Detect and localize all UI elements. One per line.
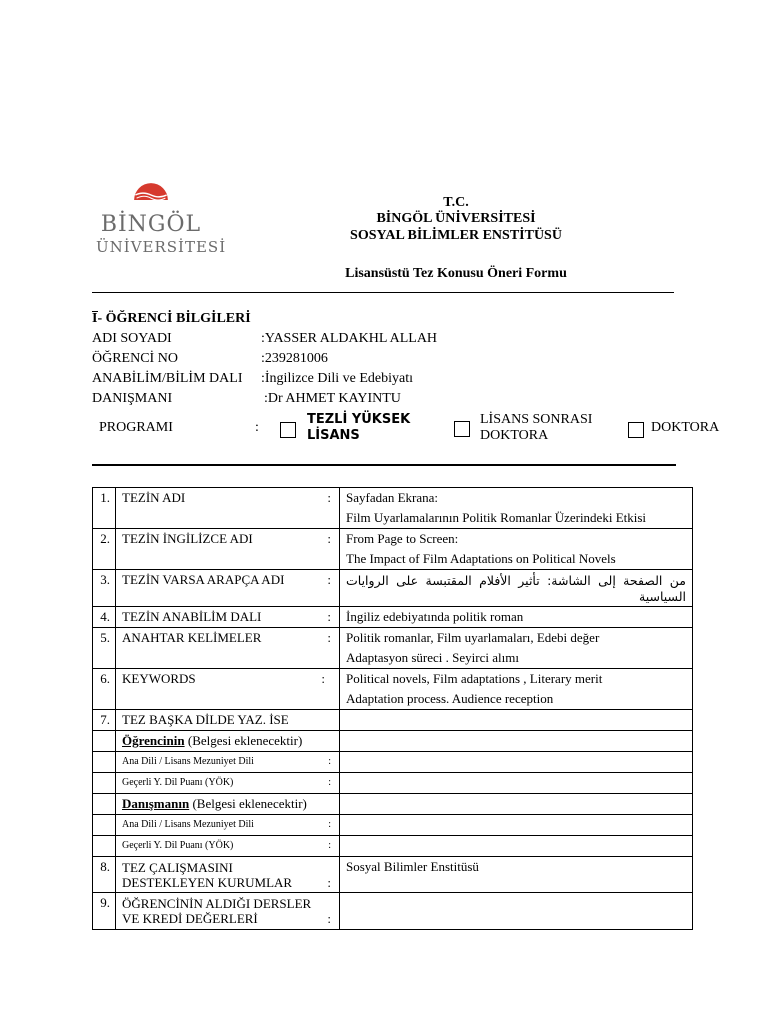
label-text: ANAHTAR KELİMELER bbox=[122, 630, 262, 645]
row-number: 7. bbox=[93, 710, 116, 731]
advisor-language-bold: Danışmanın bbox=[122, 796, 190, 811]
logo-text-line1: BİNGÖL bbox=[100, 212, 202, 237]
name-label: ADI SOYADI bbox=[92, 331, 172, 346]
label-text: Geçerli Y. Dil Puanı (YÖK) bbox=[122, 777, 234, 788]
advisor-native-language-value[interactable] bbox=[340, 815, 693, 836]
advisor-language-value[interactable] bbox=[340, 794, 693, 815]
advisor-label: DANIŞMANI bbox=[92, 391, 173, 406]
advisor-language-score-label bbox=[116, 836, 340, 857]
row-number-empty bbox=[93, 794, 116, 815]
label-colon: : bbox=[327, 630, 331, 645]
advisor-language-score-value[interactable] bbox=[340, 836, 693, 857]
form-title: Lisansüstü Tez Konusu Öneri Formu bbox=[345, 266, 567, 281]
value-line: Politik romanlar, Film uyarlamaları, Edebi değer bbox=[346, 630, 600, 645]
masters-option-line2: LİSANS bbox=[307, 428, 360, 443]
masters-checkbox[interactable] bbox=[280, 422, 296, 438]
post-grad-phd-checkbox[interactable] bbox=[454, 421, 470, 437]
row-number: 2. bbox=[93, 529, 116, 570]
post-grad-phd-option-line1: LİSANS SONRASI bbox=[480, 412, 593, 427]
label-colon: : bbox=[328, 819, 331, 830]
keywords-en-value[interactable] bbox=[340, 669, 693, 710]
name-value: :YASSER ALDAKHL ALLAH bbox=[261, 331, 438, 346]
thesis-info-table bbox=[92, 487, 693, 930]
phd-option: DOKTORA bbox=[651, 420, 720, 435]
thesis-english-title-label bbox=[116, 529, 340, 570]
row-number: 4. bbox=[93, 607, 116, 628]
thesis-department-label bbox=[116, 607, 340, 628]
program-label: PROGRAMI bbox=[99, 420, 173, 435]
advisor-native-language-label bbox=[116, 815, 340, 836]
thesis-title-value[interactable] bbox=[340, 488, 693, 529]
value-line: Film Uyarlamalarının Politik Romanlar Üzerindeki Etkisi bbox=[346, 510, 647, 525]
student-no-value: :239281006 bbox=[261, 351, 328, 366]
masters-option-line1: TEZLİ YÜKSEK bbox=[307, 412, 411, 427]
label-text: TEZİN ADI bbox=[122, 490, 186, 505]
student-language-score-value[interactable] bbox=[340, 773, 693, 794]
student-language-note: (Belgesi eklenecektir) bbox=[184, 733, 303, 748]
label-text: Ana Dili / Lisans Mezuniyet Dili bbox=[122, 819, 254, 830]
other-language-label: TEZ BAŞKA DİLDE YAZ. İSE bbox=[116, 710, 340, 731]
table-row bbox=[93, 570, 693, 607]
student-language-value[interactable] bbox=[340, 731, 693, 752]
label-colon: : bbox=[328, 840, 331, 851]
thesis-english-title-value[interactable] bbox=[340, 529, 693, 570]
value-line: Adaptasyon süreci . Seyirci alımı bbox=[346, 650, 519, 665]
row-number-empty bbox=[93, 731, 116, 752]
arabic-title-text: من الصفحة إلى الشاشة: تأثير الأفلام المقتبسة على الروايات السياسية bbox=[346, 573, 686, 604]
table-row bbox=[93, 607, 693, 628]
table-row bbox=[93, 628, 693, 669]
department-label: ANABİLİM/BİLİM DALI bbox=[92, 371, 243, 386]
label-text: TEZİN ANABİLİM DALI bbox=[122, 609, 262, 624]
label-colon: : bbox=[328, 777, 331, 788]
label-colon: : bbox=[327, 875, 331, 890]
table-row bbox=[93, 752, 693, 773]
program-colon: : bbox=[255, 420, 259, 435]
logo-text-line2: ÜNİVERSİTESİ bbox=[96, 238, 227, 256]
label-colon: : bbox=[328, 756, 331, 767]
label-line: ÖĞRENCİNİN ALDIĞI DERSLER bbox=[122, 896, 312, 911]
row-number: 5. bbox=[93, 628, 116, 669]
table-row bbox=[93, 857, 693, 893]
header-tc: T.C. bbox=[443, 195, 469, 210]
section-title: I- ÖĞRENCİ BİLGİLERİ bbox=[92, 311, 251, 326]
label-colon: : bbox=[327, 572, 331, 587]
row-number-empty bbox=[93, 815, 116, 836]
top-divider bbox=[92, 292, 674, 293]
value-line: From Page to Screen: bbox=[346, 531, 459, 546]
student-language-label bbox=[116, 731, 340, 752]
table-row bbox=[93, 669, 693, 710]
label-text: TEZİN İNGİLİZCE ADI bbox=[122, 531, 253, 546]
thesis-department-value[interactable]: İngiliz edebiyatında politik roman bbox=[340, 607, 693, 628]
program-divider bbox=[92, 464, 676, 466]
table-row bbox=[93, 836, 693, 857]
student-language-bold: Öğrencinin bbox=[122, 733, 185, 748]
row-number: 6. bbox=[93, 669, 116, 710]
label-colon: : bbox=[327, 490, 331, 505]
label-colon: : bbox=[321, 671, 325, 686]
thesis-arabic-title-value[interactable] bbox=[340, 570, 693, 607]
label-text: Geçerli Y. Dil Puanı (YÖK) bbox=[122, 840, 234, 851]
advisor-language-note: (Belgesi eklenecektir) bbox=[189, 796, 307, 811]
label-line: DESTEKLEYEN KURUMLAR bbox=[122, 875, 293, 890]
label-line: VE KREDİ DEĞERLERİ bbox=[122, 911, 258, 926]
label-colon: : bbox=[327, 911, 331, 926]
table-row bbox=[93, 529, 693, 570]
label-line: TEZ ÇALIŞMASINI bbox=[122, 860, 233, 875]
courses-credits-value[interactable] bbox=[340, 893, 693, 930]
advisor-value: :Dr AHMET KAYINTU bbox=[264, 391, 401, 406]
thesis-arabic-title-label bbox=[116, 570, 340, 607]
label-text: TEZİN VARSA ARAPÇA ADI bbox=[122, 572, 285, 587]
row-number-empty bbox=[93, 752, 116, 773]
value-line: The Impact of Film Adaptations on Political Novels bbox=[346, 551, 616, 566]
label-colon: : bbox=[327, 609, 331, 624]
row-number: 3. bbox=[93, 570, 116, 607]
row-number: 1. bbox=[93, 488, 116, 529]
advisor-language-label bbox=[116, 794, 340, 815]
value-line: Adaptation process. Audience reception bbox=[346, 691, 554, 706]
student-no-label: ÖĞRENCİ NO bbox=[92, 351, 178, 366]
student-language-score-label bbox=[116, 773, 340, 794]
keywords-tr-value[interactable] bbox=[340, 628, 693, 669]
row-number: 9. bbox=[93, 893, 116, 930]
value-line: Political novels, Film adaptations , Literary merit bbox=[346, 671, 603, 686]
label-colon: : bbox=[327, 531, 331, 546]
other-language-value[interactable] bbox=[340, 710, 693, 731]
table-row bbox=[93, 773, 693, 794]
courses-credits-label bbox=[116, 893, 340, 930]
post-grad-phd-option-line2: DOKTORA bbox=[480, 428, 549, 443]
row-number-empty bbox=[93, 773, 116, 794]
supporting-institutions-label bbox=[116, 857, 340, 893]
table-row bbox=[93, 710, 693, 731]
supporting-institutions-value[interactable]: Sosyal Bilimler Enstitüsü bbox=[340, 857, 693, 893]
table-row bbox=[93, 488, 693, 529]
keywords-tr-label bbox=[116, 628, 340, 669]
row-number: 8. bbox=[93, 857, 116, 893]
table-row bbox=[93, 731, 693, 752]
thesis-title-label bbox=[116, 488, 340, 529]
label-text: Ana Dili / Lisans Mezuniyet Dili bbox=[122, 756, 254, 767]
phd-checkbox[interactable] bbox=[628, 422, 644, 438]
table-row bbox=[93, 794, 693, 815]
keywords-en-label bbox=[116, 669, 340, 710]
table-row bbox=[93, 815, 693, 836]
student-native-language-value[interactable] bbox=[340, 752, 693, 773]
value-line: Sayfadan Ekrana: bbox=[346, 490, 439, 505]
label-text: KEYWORDS bbox=[122, 671, 196, 686]
header-institute: SOSYAL BİLİMLER ENSTİTÜSÜ bbox=[350, 228, 562, 243]
student-native-language-label bbox=[116, 752, 340, 773]
department-value: :İngilizce Dili ve Edebiyatı bbox=[261, 371, 414, 386]
header-university: BİNGÖL ÜNİVERSİTESİ bbox=[376, 211, 536, 226]
row-number-empty bbox=[93, 836, 116, 857]
table-row bbox=[93, 893, 693, 930]
